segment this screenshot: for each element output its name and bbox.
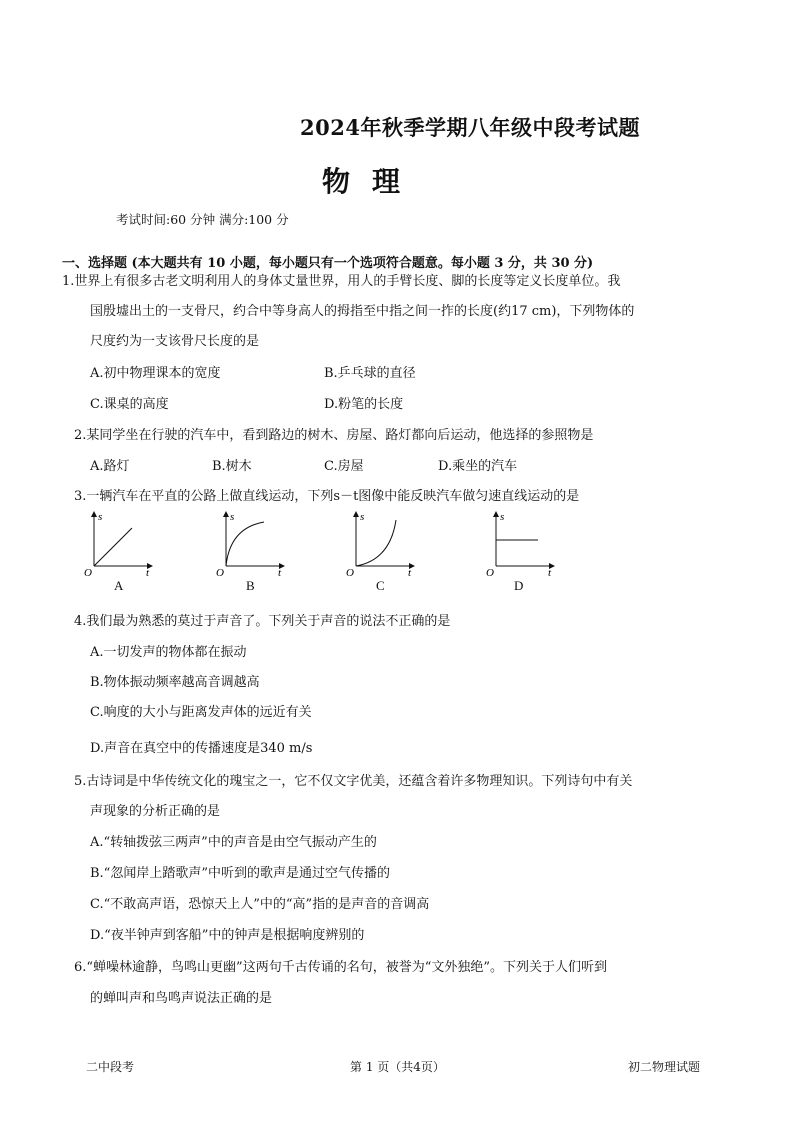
q3-text: 3.一辆汽车在平直的公路上做直线运动，下列s－t图像中能反映汽车做匀速直线运动的是 xyxy=(74,489,580,504)
graph-c-t-label: t xyxy=(408,567,412,579)
q1-line-1: 1.世界上有很多古老文明利用人的身体丈量世界，用人的手臂长度、脚的长度等定义长度单位。我 xyxy=(62,274,621,289)
q5-option-d: D.“夜半钟声到客船”中的钟声是根据响度辨别的 xyxy=(90,928,365,943)
graph-c-origin-label: O xyxy=(346,567,354,579)
q1-option-a: A.初中物理课本的宽度 xyxy=(90,366,221,381)
q6-line-1: 6.“蝉噪林逾静，鸟鸣山更幽”这两句千古传诵的名句，被誉为“文外独绝”。下列关于人们听到 xyxy=(74,960,607,975)
q1-line-2: 国殷墟出土的一支骨尺，约合中等身高人的拇指至中指之间一拃的长度(约17 cm)，下列物体的 xyxy=(90,304,635,319)
graph-c-s-label: s xyxy=(360,511,365,523)
q5-option-b: B.“忽闻岸上踏歌声”中听到的歌声是通过空气传播的 xyxy=(90,866,390,881)
footer-right: 初二物理试题 xyxy=(628,1060,701,1074)
graph-d xyxy=(484,508,558,580)
graph-c xyxy=(344,508,418,580)
q5-option-c: C.“不敢高声语，恐惊天上人”中的“高”指的是声音的音调高 xyxy=(90,897,430,912)
graph-b xyxy=(214,508,288,580)
q6-line-2: 的蝉叫声和鸟鸣声说法正确的是 xyxy=(90,991,273,1006)
q2-option-a: A.路灯 xyxy=(90,459,130,474)
graph-b-t-label: t xyxy=(278,567,282,579)
q5-option-a: A.“转轴拨弦三两声”中的声音是由空气振动产生的 xyxy=(90,835,377,850)
graph-a-s-label: s xyxy=(98,511,103,523)
q1-option-b: B.乒乓球的直径 xyxy=(324,366,416,381)
q5-line-2: 声现象的分析正确的是 xyxy=(90,804,221,819)
exam-title: 2024年秋季学期八年级中段考试题 xyxy=(300,115,640,140)
q2-text: 2.某同学坐在行驶的汽车中，看到路边的树木、房屋、路灯都向后运动，他选择的参照物是 xyxy=(74,428,594,443)
q1-line-3: 尺度约为一支该骨尺长度的是 xyxy=(90,334,260,349)
q4-option-b: B.物体振动频率越高音调越高 xyxy=(90,675,260,690)
q4-option-c: C.响度的大小与距离发声体的远近有关 xyxy=(90,705,312,720)
graph-d-label: D xyxy=(514,578,524,593)
graph-a-origin-label: O xyxy=(84,567,92,579)
q4-text: 4.我们最为熟悉的莫过于声音了。下列关于声音的说法不正确的是 xyxy=(74,614,451,629)
graph-a xyxy=(82,508,156,580)
q2-option-d: D.乘坐的汽车 xyxy=(438,459,518,474)
graph-b-s-label: s xyxy=(230,511,235,523)
graph-d-origin-label: O xyxy=(486,567,494,579)
graph-c-curve xyxy=(356,520,396,566)
q1-option-c: C.课桌的高度 xyxy=(90,397,169,412)
graph-b-curve xyxy=(226,522,264,566)
graph-d-s-label: s xyxy=(500,511,505,523)
q2-option-c: C.房屋 xyxy=(324,459,364,474)
section-heading: 一、选择题 (本大题共有 10 小题，每小题只有一个选项符合题意。每小题 3 分，共 30 分) xyxy=(62,256,594,271)
subject-title: 物理 xyxy=(322,165,423,198)
q4-option-d: D.声音在真空中的传播速度是340 m/s xyxy=(90,741,313,756)
q5-line-1: 5.古诗词是中华传统文化的瑰宝之一，它不仅文字优美，还蕴含着许多物理知识。下列诗句中有关 xyxy=(74,774,633,789)
q2-option-b: B.树木 xyxy=(212,459,252,474)
footer-left: 二中段考 xyxy=(86,1060,135,1074)
graph-a-label: A xyxy=(114,578,124,593)
graph-d-t-label: t xyxy=(548,567,552,579)
graph-b-label: B xyxy=(246,578,255,593)
graph-c-label: C xyxy=(376,578,385,593)
graph-b-origin-label: O xyxy=(216,567,224,579)
exam-info: 考试时间:60 分钟 满分:100 分 xyxy=(116,212,289,227)
q1-option-d: D.粉笔的长度 xyxy=(324,397,404,412)
q4-option-a: A.一切发声的物体都在振动 xyxy=(90,645,247,660)
footer-page-number: 第 1 页（共4页） xyxy=(350,1060,445,1074)
graph-a-t-label: t xyxy=(146,567,150,579)
graph-a-curve xyxy=(94,528,132,566)
